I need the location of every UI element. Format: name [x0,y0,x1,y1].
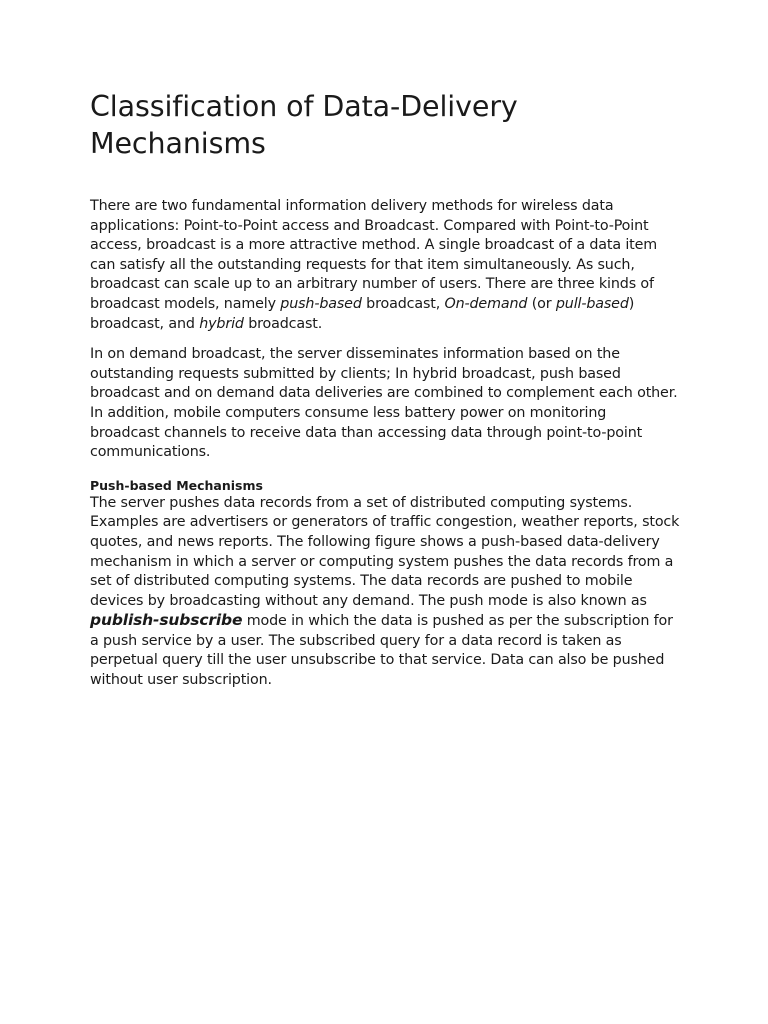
intro-paragraph [90,197,680,334]
term-pull-based: pull-based [555,295,629,312]
intro-text-3: (or [527,295,556,312]
intro-text-1: There are two fundamental information delivery methods for wireless data applications: Point-to-Point access and Broadcast. Compared with Point-to-Point access, broadcast is a more attractive method. A single broadcast of a data item can satisfy all the outstanding requests for that item simultaneously. As such, broadcast can scale up to an arbitrary number of users. There are three kinds of broadcast models, namely [90,198,658,312]
term-publish-subscribe: publish-subscribe [90,611,243,630]
term-hybrid: hybrid [199,315,244,332]
document-title: Classification of Data-Delivery Mechanisms [90,90,518,160]
section-heading-push-based: Push-based Mechanisms [90,477,263,493]
on-demand-paragraph: In on demand broadcast, the server disseminates information based on the outstanding requests submitted by clients; In hybrid broadcast, push based broadcast and on demand data deliveries are combined to complement each other. In addition, mobile computers consume less battery power on monitoring broadcast channels to receive data than accessing data through point-to-point communications. [90,346,678,461]
term-push-based: push-based [280,295,362,312]
push-text-1: The server pushes data records from a set of distributed computing systems. Examples are advertisers or generators of traffic congestion, weather reports, stock quotes, and news reports. The following figure shows a push-based data-delivery mechanism in which a server or computing system pushes the data records from a set of distributed computing systems. The data records are pushed to mobile devices by broadcasting without any demand. The push mode is also known as [90,494,680,609]
intro-text-2: broadcast, [361,295,445,312]
term-on-demand: On-demand [444,295,528,312]
push-text-2: mode in which the data is pushed as per the subscription for a push service by a user. The subscribed query for a data record is taken as perpetual query till the user unsubscribe to that service. Data can also be pushed without user subscription. [90,613,673,689]
intro-text-4: ) broadcast, and [90,295,635,332]
push-based-paragraph [90,494,680,691]
document-page [90,88,680,702]
intro-text-5: broadcast. [243,315,323,332]
